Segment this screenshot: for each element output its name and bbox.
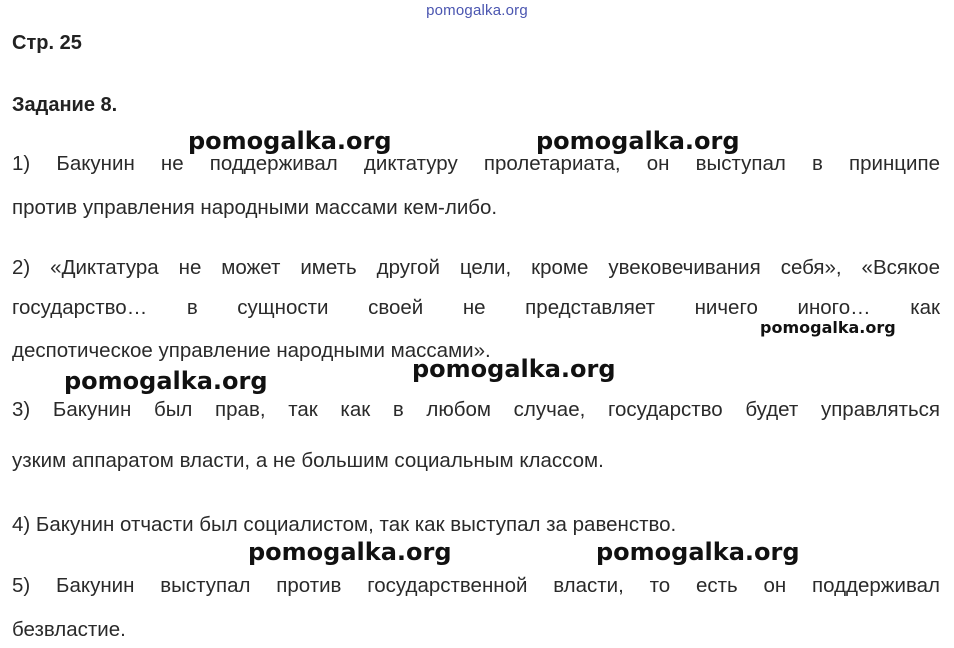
top-watermark: pomogalka.org	[426, 2, 528, 19]
answer-1-line-2: против управления народными массами кем-либо.	[12, 196, 498, 219]
answer-3-line-1: 3) Бакунин был прав, так как в любом случае, государство будет управляться	[12, 398, 940, 421]
watermark-text: pomogalka.org	[248, 538, 452, 566]
answer-5-line-2: безвластие.	[12, 618, 126, 641]
watermark-text: pomogalka.org	[536, 127, 740, 155]
answer-5-line-1: 5) Бакунин выступал против государственной власти, то есть он поддерживал	[12, 574, 940, 597]
watermark-text: pomogalka.org	[188, 127, 392, 155]
answer-2-line-1: 2) «Диктатура не может иметь другой цели, кроме увековечивания себя», «Всякое	[12, 256, 940, 279]
answer-4-line-1: 4) Бакунин отчасти был социалистом, так как выступал за равенство.	[12, 513, 677, 536]
watermark-text: pomogalka.org	[596, 538, 800, 566]
answer-2-line-2: государство… в сущности своей не представляет ничего иного… как	[12, 296, 940, 319]
watermark-text: pomogalka.org	[412, 355, 616, 383]
watermark-text: pomogalka.org	[64, 367, 268, 395]
task-title: Задание 8.	[12, 94, 118, 116]
answer-2-line-3: деспотическое управление народными массами».	[12, 339, 491, 362]
page-reference: Стр. 25	[12, 32, 82, 54]
answer-1-line-1: 1) Бакунин не поддерживал диктатуру пролетариата, он выступал в принципе	[12, 152, 940, 175]
answer-3-line-2: узким аппаратом власти, а не большим социальным классом.	[12, 449, 604, 472]
watermark-text: pomogalka.org	[760, 318, 896, 337]
